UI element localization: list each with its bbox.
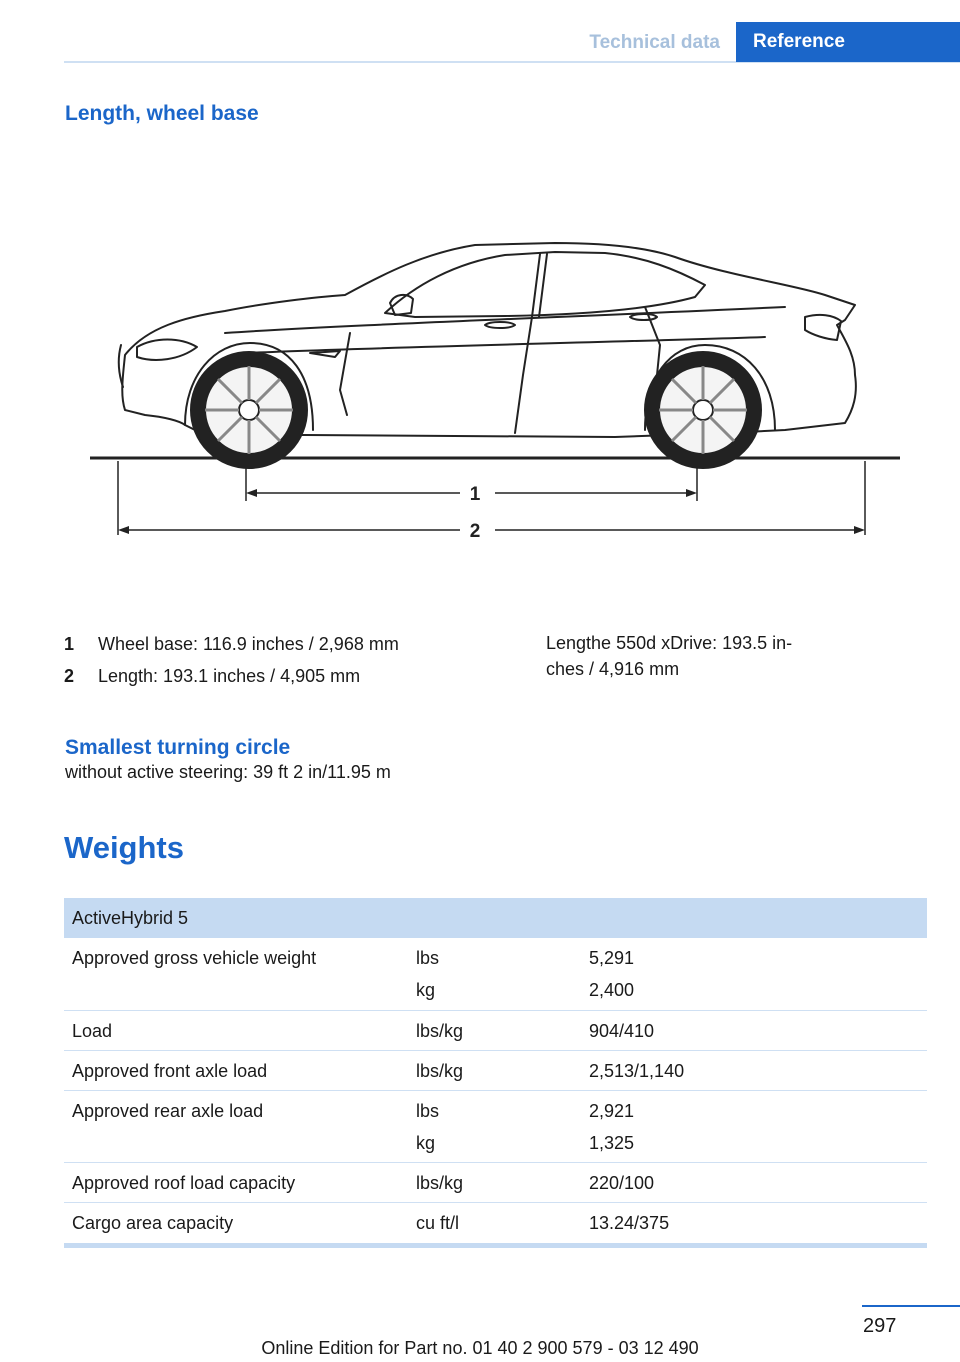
cell-value: 2,400 [589, 980, 635, 1000]
weights-table [64, 898, 927, 1248]
section-title-weights: Weights [64, 830, 184, 865]
dimension-label-2: 2 [469, 521, 481, 542]
row-units [416, 942, 439, 1006]
cell-value: 1,325 [589, 1133, 635, 1153]
row-label: Approved rear axle load [72, 1101, 264, 1121]
cell-value: 2,513/1,140 [589, 1061, 685, 1081]
list-item [64, 662, 464, 694]
row-label: Cargo area capacity [72, 1213, 234, 1233]
row-label: Approved front axle load [72, 1061, 268, 1081]
table-header: ActiveHybrid 5 [64, 898, 927, 938]
list-item [64, 630, 464, 662]
unit-value: kg [416, 980, 436, 1000]
table-row [64, 938, 927, 1011]
dimension-label-1: 1 [469, 484, 481, 505]
car-dimension-figure [85, 225, 905, 545]
table-row [64, 1051, 927, 1091]
unit-value: lbs [416, 948, 440, 968]
footer-rule [862, 1305, 960, 1307]
car-side-view-illustration [85, 225, 905, 545]
unit-value: lbs/kg [416, 1173, 464, 1193]
length-note-line-1: Lengthe 550d xDrive: 193.5 in- [546, 633, 793, 653]
cell-value: 13.24/375 [589, 1213, 670, 1233]
section-title-turning-circle: Smallest turning circle [65, 736, 291, 759]
table-bottom-rule [64, 1243, 927, 1248]
list-item-number: 2 [64, 666, 75, 686]
table-row [64, 1091, 927, 1163]
unit-value: cu ft/l [416, 1213, 460, 1233]
unit-value: lbs/kg [416, 1061, 464, 1081]
front-wheel [191, 352, 307, 468]
length-note [546, 630, 846, 682]
list-item-text: Length: 193.1 inches / 4,905 mm [98, 666, 361, 686]
rear-wheel [645, 352, 761, 468]
list-item-number: 1 [64, 634, 75, 654]
list-item-text: Wheel base: 116.9 inches / 2,968 mm [98, 634, 399, 654]
cell-value: 2,921 [589, 1101, 635, 1121]
row-values [589, 1095, 634, 1159]
row-label: Approved roof load capacity [72, 1173, 296, 1193]
table-row [64, 1163, 927, 1203]
table-row [64, 1203, 927, 1243]
footer-edition-text: Online Edition for Part no. 01 40 2 900 579 - 03 12 490 [261, 1338, 699, 1358]
length-note-line-2: ches / 4,916 mm [546, 659, 680, 679]
section-title-length: Length, wheel base [65, 102, 259, 125]
row-label: Load [72, 1021, 113, 1041]
unit-value: kg [416, 1133, 436, 1153]
dimension-list [64, 630, 464, 694]
table-row [64, 1011, 927, 1051]
page-number: 297 [863, 1315, 897, 1337]
row-values [589, 942, 634, 1006]
car-window-outline [385, 252, 705, 317]
tail-light [805, 315, 841, 340]
unit-value: lbs/kg [416, 1021, 464, 1041]
cell-value: 5,291 [589, 948, 635, 968]
row-label: Approved gross vehicle weight [72, 948, 317, 968]
unit-value: lbs [416, 1101, 440, 1121]
headlight [137, 340, 197, 360]
tab-technical-data[interactable]: Technical data [589, 32, 720, 53]
cell-value: 220/100 [589, 1173, 655, 1193]
tab-reference[interactable]: Reference [736, 22, 960, 62]
turning-circle-text: without active steering: 39 ft 2 in/11.95 m [65, 762, 391, 782]
cell-value: 904/410 [589, 1021, 655, 1041]
row-units [416, 1095, 439, 1159]
